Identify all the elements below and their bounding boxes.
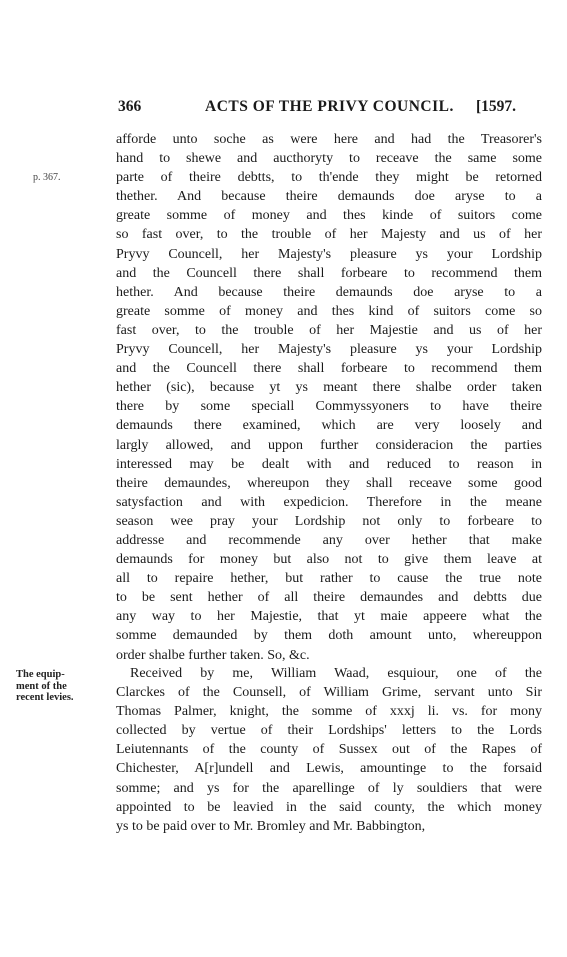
text-line: Thomas Palmer, knight, the somme of xxxj li. vs. for mony xyxy=(116,704,542,720)
year-marker: [1597. xyxy=(476,98,517,115)
text-line: Pryvy Councell, her Majesty's pleasure ys your Lordship xyxy=(116,246,542,262)
page-number: 366 xyxy=(118,98,142,115)
text-line: thether. And because theire demaunds doe aryse to a xyxy=(116,189,542,205)
text-line: and the Councell there shall forbeare to recommend them xyxy=(116,265,542,281)
text-line: to be sent hether of all theire demaundes and debtts due xyxy=(116,590,542,606)
text-line: somme; and ys for the aparellinge of ly souldiers that were xyxy=(116,780,542,796)
text-line: interessed may be dealt with and reduced to reason in xyxy=(116,456,542,472)
text-line: afforde unto soche as were here and had the Treasorer's xyxy=(116,132,542,147)
text-line: hand to shewe and aucthoryty to receave the same some xyxy=(116,151,542,167)
text-line: Clarckes of the Counsell, of William Grime, servant unto Sir xyxy=(116,685,542,701)
text-line: Pryvy Councell, her Majesty's pleasure ys your Lordship xyxy=(116,342,542,358)
text-line: order shalbe further taken. So, &c. xyxy=(116,647,310,663)
sidenote-line: ment of the xyxy=(16,680,67,692)
text-line: any way to her Majestie, that yt maie appeere what the xyxy=(116,609,542,625)
text-line: hether. And because theire demaunds doe aryse to a xyxy=(116,284,542,300)
text-line: appointed to be leavied in the said county, the which money xyxy=(116,799,542,815)
text-line: Chichester, A[r]undell and Lewis, amountinge to the forsaid xyxy=(116,761,542,777)
text-line: satysfaction and with expedicion. Therefore in the meane xyxy=(116,494,542,510)
paragraph-receipt xyxy=(116,664,542,836)
text-line: season wee pray your Lordship not only to forbeare to xyxy=(116,513,542,529)
text-line: demaunds there examined, which are very loosely and xyxy=(116,418,542,434)
text-line: hether (sic), because yt ys meant there shalbe order taken xyxy=(116,380,542,396)
text-line: fast over, to the trouble of her Majestie and us of her xyxy=(116,322,542,338)
sidenote xyxy=(16,669,108,704)
text-line: demaunds for money but also not to give them leave at xyxy=(116,552,542,568)
text-line: Leiutennants of the county of Sussex out of the Rapes of xyxy=(116,742,542,758)
text-line: all to repaire hether, but rather to cause the true note xyxy=(116,571,542,587)
running-title: ACTS OF THE PRIVY COUNCIL. xyxy=(205,98,454,115)
page-reference-note: p. 367. xyxy=(33,172,61,183)
text-line: there by some speciall Commyssyoners to have theire xyxy=(116,399,542,415)
text-line: addresse and recommende any over hether that make xyxy=(116,532,542,548)
text-line: Received by me, William Waad, esquiour, one of the xyxy=(130,666,542,681)
text-line: collected by vertue of their Lordships' letters to the Lords xyxy=(116,723,542,739)
text-line: greate somme of money and thes kinde of suitors come xyxy=(116,208,542,224)
text-line: largly allowed, and uppon further consideracion the parties xyxy=(116,437,542,453)
text-line: parte of theire debtts, to th'ende they might be retorned xyxy=(116,170,542,186)
sidenote-line: recent levies. xyxy=(16,692,74,703)
text-line: so fast over, to the trouble of her Majesty and us of her xyxy=(116,227,542,243)
sidenote-line: The equip- xyxy=(16,669,65,680)
paragraph-council-letter xyxy=(116,130,542,665)
page-header xyxy=(0,98,567,120)
text-line: somme demaunded by them doth amount unto, whereuppon xyxy=(116,628,542,644)
text-line: greate somme of money and thes kind of suitors come so xyxy=(116,303,542,319)
text-line: and the Councell there shall forbeare to recommend them xyxy=(116,361,542,377)
text-line: ys to be paid over to Mr. Bromley and Mr. Babbington, xyxy=(116,818,426,834)
text-line: theire demaundes, whereupon they shall receave some good xyxy=(116,475,542,491)
